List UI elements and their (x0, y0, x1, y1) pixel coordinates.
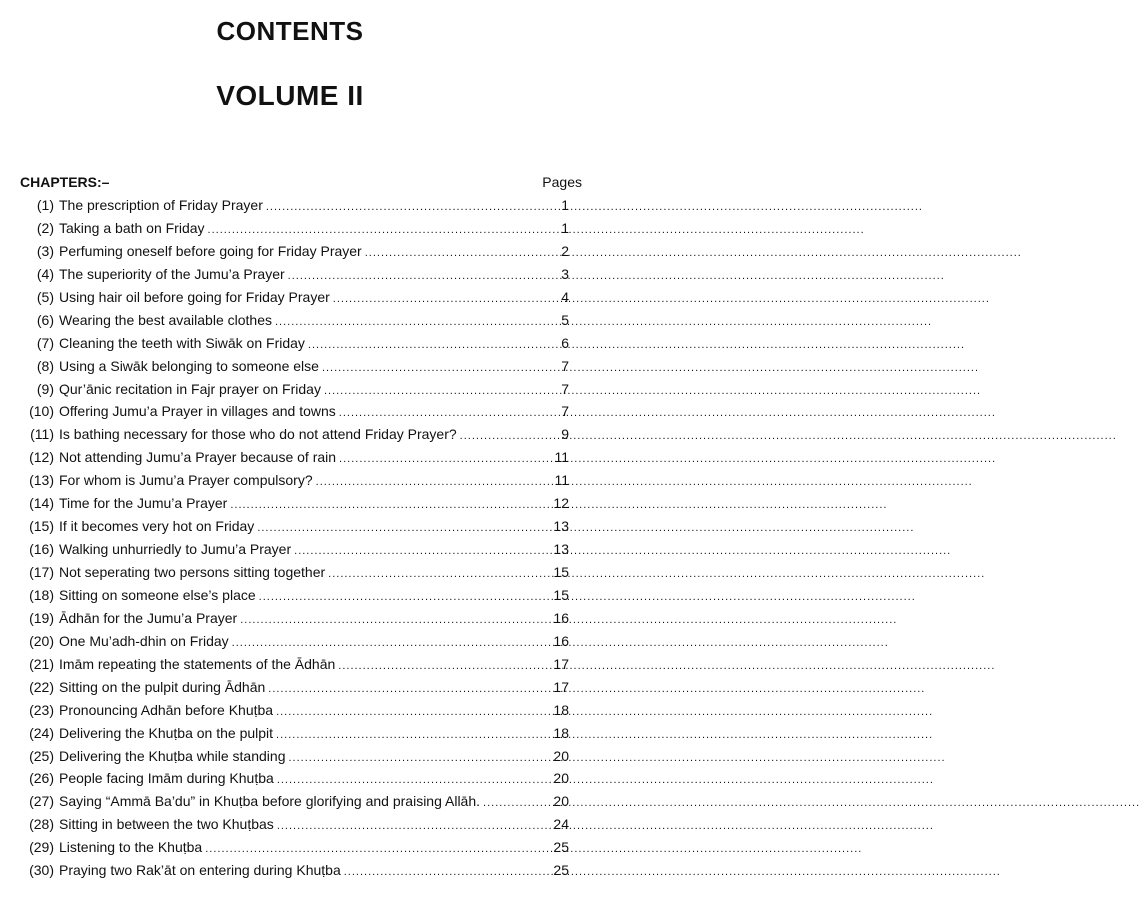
chapter-title: Pronouncing Adhān before Khuṭba (59, 701, 274, 718)
chapter-number: (1) (36, 197, 54, 213)
page-number: 17 (553, 678, 569, 695)
toc-entry (14, 816, 569, 839)
chapter-title: Not attending Jumu’a Prayer because of rain (59, 449, 337, 466)
toc-entry (14, 426, 569, 449)
dot-leader (288, 270, 528, 282)
toc-entry (14, 449, 569, 472)
page-number: 13 (553, 518, 569, 535)
page-number: 25 (553, 839, 569, 856)
pages-label: Pages (542, 174, 582, 190)
toc-entry (14, 541, 569, 564)
toc-entry (14, 564, 569, 587)
chapter-number: (18) (29, 586, 54, 603)
chapter-title: For whom is Jumu’a Prayer compulsory? (59, 472, 313, 489)
chapter-number: (23) (29, 701, 54, 718)
page-number: 3 (561, 265, 569, 282)
page-number: 1 (561, 219, 569, 236)
dot-leader (259, 591, 528, 603)
toc-entry (14, 679, 569, 702)
dot-leader (339, 453, 528, 465)
chapter-title: The superiority of the Jumu’a Prayer (59, 265, 285, 282)
chapter-title: Saying “Ammā Ba’du” in Khuṭba before glorifying and praising Allāh. (59, 793, 481, 810)
page-number: 7 (561, 357, 569, 374)
dot-leader (483, 797, 528, 809)
chapter-title: Cleaning the teeth with Siwāk on Friday (59, 334, 305, 351)
toc-entry (14, 702, 569, 725)
page-number: 11 (554, 472, 569, 489)
toc-entry (14, 197, 569, 220)
toc-entry (14, 358, 569, 381)
chapter-number: (29) (29, 839, 54, 856)
chapters-label: CHAPTERS:– (20, 174, 110, 190)
chapter-title: Qur’ānic recitation in Fajr prayer on Friday (59, 380, 321, 397)
toc-entry (14, 472, 569, 495)
page-number: 6 (561, 334, 569, 351)
page-number: 12 (553, 495, 569, 512)
page-number: 18 (553, 701, 569, 718)
dot-leader (277, 774, 528, 786)
volume-title: VOLUME II (216, 80, 364, 111)
chapter-number: (21) (29, 655, 54, 672)
chapter-title: Sitting on the pulpit during Ādhān (59, 678, 266, 695)
page-number: 7 (561, 380, 569, 397)
dot-leader (322, 362, 528, 374)
page-number: 5 (561, 311, 569, 328)
toc-entry (14, 839, 569, 862)
dot-leader (460, 430, 528, 442)
toc-entry (14, 633, 569, 656)
toc-entry (14, 312, 569, 335)
toc-entry (14, 289, 569, 312)
chapter-number: (3) (36, 242, 54, 259)
chapter-title: Delivering the Khuṭba on the pulpit (59, 724, 274, 741)
page-number: 18 (553, 724, 569, 741)
chapter-title: If it becomes very hot on Friday (59, 518, 255, 535)
dot-leader (230, 499, 528, 511)
toc-entry (14, 725, 569, 748)
dot-leader (338, 660, 528, 672)
toc-entry (14, 403, 569, 426)
chapter-number: (24) (29, 724, 54, 741)
dot-leader (208, 224, 528, 236)
toc-entry (14, 610, 569, 633)
chapter-title: Perfuming oneself before going for Friday Prayer (59, 242, 362, 259)
dot-leader (257, 522, 528, 534)
chapter-number: (19) (29, 609, 54, 626)
toc-entry (14, 748, 569, 771)
page-number: 24 (553, 816, 569, 833)
page-number: 15 (553, 586, 569, 603)
chapter-title: Wearing the best available clothes (59, 311, 272, 328)
chapter-title: Walking unhurriedly to Jumu’a Prayer (59, 541, 292, 558)
chapter-number: (14) (29, 495, 54, 512)
chapter-title: Using hair oil before going for Friday Prayer (59, 288, 330, 305)
chapter-number: (6) (36, 311, 54, 328)
page-number: 20 (553, 747, 569, 764)
toc-entry (14, 220, 569, 243)
toc-entry (14, 587, 569, 610)
page-number: 11 (554, 449, 569, 466)
page-number: 20 (553, 793, 569, 810)
chapter-number: (12) (29, 449, 54, 466)
chapter-number: (2) (36, 219, 54, 236)
chapter-title: Offering Jumu’a Prayer in villages and towns (59, 403, 336, 420)
chapter-title: Ādhān for the Jumu’a Prayer (59, 609, 238, 626)
page-number: 17 (553, 655, 569, 672)
page-title: CONTENTS (216, 16, 364, 46)
dot-leader (344, 866, 528, 878)
chapter-title: Taking a bath on Friday (59, 219, 205, 236)
chapter-title: Imām repeating the statements of the Ādhān (59, 655, 336, 672)
page-number: 25 (553, 862, 569, 879)
dot-leader (240, 614, 528, 626)
dot-leader (316, 476, 528, 488)
chapter-number: (20) (29, 632, 54, 649)
chapter-number: (16) (29, 541, 54, 558)
dot-leader (277, 820, 528, 832)
page-number: 2 (561, 242, 569, 259)
toc-entry (14, 862, 569, 885)
toc-entry (14, 495, 569, 518)
chapter-title: The prescription of Friday Prayer (59, 197, 263, 213)
chapter-number: (13) (29, 472, 54, 489)
chapter-title: People facing Imām during Khuṭba (59, 770, 274, 787)
toc-entry (14, 656, 569, 679)
dot-leader (288, 752, 528, 764)
chapter-number: (10) (29, 403, 54, 420)
chapter-title: Sitting in between the two Khuṭbas (59, 816, 274, 833)
dot-leader (365, 247, 528, 259)
chapter-title: Praying two Rak’āt on entering during Khuṭba (59, 862, 341, 879)
toc-entry (14, 266, 569, 289)
chapter-number: (27) (29, 793, 54, 810)
dot-leader (275, 316, 528, 328)
dot-leader (276, 729, 528, 741)
chapter-number: (30) (29, 862, 54, 879)
toc-entry (14, 335, 569, 358)
chapter-title: Not seperating two persons sitting together (59, 564, 326, 580)
chapter-number: (17) (29, 564, 54, 580)
chapter-title: Using a Siwāk belonging to someone else (59, 357, 319, 374)
page-number: 16 (553, 609, 569, 626)
page-number: 15 (553, 564, 569, 580)
dot-leader (232, 637, 528, 649)
dot-leader (328, 568, 528, 580)
chapter-title: One Mu’adh-dhin on Friday (59, 632, 229, 649)
toc-entry (14, 518, 569, 541)
chapter-number: (5) (36, 288, 54, 305)
dot-leader (266, 201, 528, 213)
dot-leader (268, 683, 528, 695)
chapter-number: (15) (29, 518, 54, 535)
dot-leader (276, 706, 528, 718)
chapter-title: Delivering the Khuṭba while standing (59, 747, 286, 764)
chapter-title: Is bathing necessary for those who do not attend Friday Prayer? (59, 426, 457, 443)
chapter-number: (9) (36, 380, 54, 397)
page-number: 20 (553, 770, 569, 787)
page-number: 16 (553, 632, 569, 649)
table-of-contents (14, 197, 569, 885)
page-number: 7 (561, 403, 569, 420)
toc-entry (14, 793, 569, 816)
chapter-number: (26) (29, 770, 54, 787)
chapter-number: (22) (29, 678, 54, 695)
dot-leader (205, 843, 528, 855)
page-number: 9 (561, 426, 569, 443)
toc-entry (14, 770, 569, 793)
chapter-number: (25) (29, 747, 54, 764)
chapter-number: (11) (30, 426, 54, 443)
dot-leader (294, 545, 528, 557)
page-number: 4 (561, 288, 569, 305)
chapter-title: Sitting on someone else’s place (59, 586, 256, 603)
chapter-title: Time for the Jumu’a Prayer (59, 495, 228, 512)
chapter-number: (28) (29, 816, 54, 833)
page-number: 13 (553, 541, 569, 558)
chapter-number: (4) (36, 265, 54, 282)
chapter-number: (8) (36, 357, 54, 374)
chapter-title: Listening to the Khuṭba (59, 839, 203, 856)
dot-leader (339, 407, 528, 419)
toc-entry (14, 243, 569, 266)
page-number: 1 (561, 197, 569, 213)
chapter-number: (7) (36, 334, 54, 351)
dot-leader (333, 293, 528, 305)
toc-entry (14, 381, 569, 404)
dot-leader (324, 385, 528, 397)
dot-leader (308, 339, 528, 351)
